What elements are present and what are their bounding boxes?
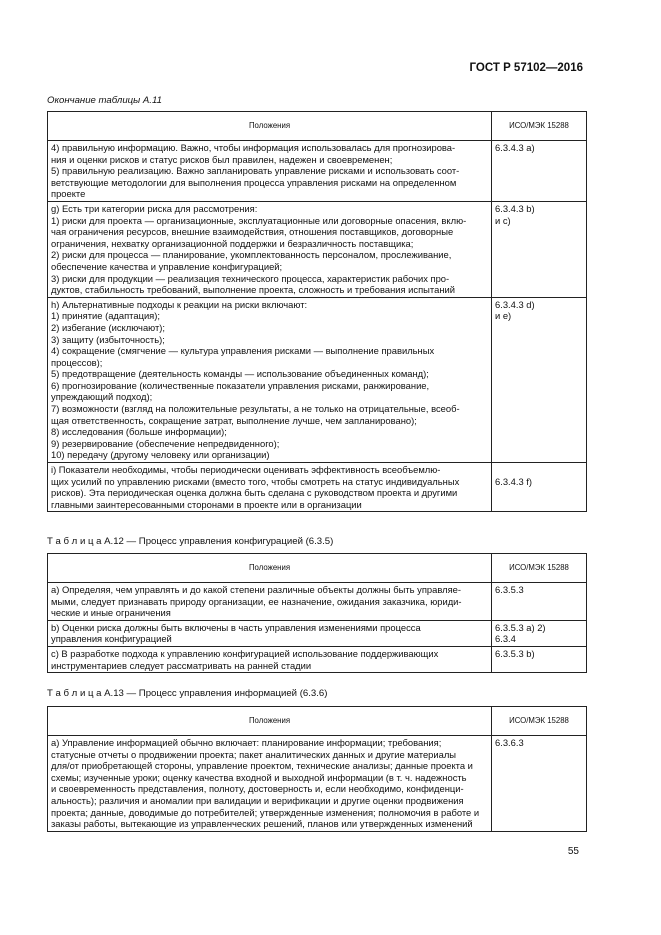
iso-reference: 6.3.5.3 a) 2) 6.3.4 <box>492 620 587 646</box>
column-header-provisions: Положения <box>48 112 492 141</box>
provision-text: 4) правильную информацию. Важно, чтобы информация использовалась для прогнозирова- ния и оценки рисков и статус рисков был правилен, надежен и своевременен; 5) правильную реализацию. Важно запланировать управление рисками и использовать соот- ветствующие методологии для выполнения процесса управления рисками на определенном проекте <box>48 141 492 202</box>
provision-text: a) Определяя, чем управлять и до какой степени различные объекты должны быть управляе- мыми, следует признавать природу организации, ее назначение, ожидания заказчика, юриди- ческие и иные ограничения <box>48 583 492 621</box>
provision-text: g) Есть три категории риска для рассмотрения: 1) риски для проекта — организационные, эксплуатационные или договорные опасения, вклю- чая ограничения ресурсов, внешние взаимодействия, отношения поставщиков, договорные ограничения, нехватку организационной поддержки и безразличность поставщика; 2) риски для процесса — планирование, укомплектованность персоналом, прослеживание, обеспечение качества и управление конфигурацией; 3) риски для продукции — реализация технического процесса, характеристик рабочих про- дуктов, стабильность требований, выполнение проекта, сложность и требования испытаний <box>48 201 492 297</box>
table-a13-caption: Т а б л и ц а А.13 — Процесс управления информацией (6.3.6) <box>47 688 328 699</box>
provision-text: c) В разработке подхода к управлению конфигурацией использование поддерживающих инструментариев следует рассматривать на ранней стадии <box>48 646 492 672</box>
table-header-row <box>48 112 587 141</box>
table-row <box>48 620 587 646</box>
table-header-row <box>48 554 587 583</box>
table-a11-caption: Окончание таблицы А.11 <box>47 95 162 106</box>
table-row <box>48 583 587 621</box>
iso-reference: 6.3.6.3 <box>492 736 587 832</box>
table-row <box>48 736 587 832</box>
column-header-provisions: Положения <box>48 707 492 736</box>
table-row <box>48 201 587 297</box>
column-header-iso: ИСО/МЭК 15288 <box>492 707 587 736</box>
provision-text: i) Показатели необходимы, чтобы периодически оценивать эффективность всеобъемлю- щих усилий по управлению рисками (вместо того, чтобы смотреть на статус индивидуальных рисков). Эта периодическая оценка должна быть сделана с руководством проекта и другими главными заинтересованными сторонами в проекте или в организации <box>48 463 492 512</box>
column-header-iso: ИСО/МЭК 15288 <box>492 112 587 141</box>
iso-reference: 6.3.4.3 f) <box>492 463 587 512</box>
table-a11 <box>47 111 587 512</box>
standard-header: ГОСТ Р 57102—2016 <box>469 62 583 74</box>
iso-reference: 6.3.5.3 <box>492 583 587 621</box>
iso-reference: 6.3.4.3 d) и e) <box>492 297 587 462</box>
column-header-iso: ИСО/МЭК 15288 <box>492 554 587 583</box>
table-a13 <box>47 706 587 832</box>
iso-reference: 6.3.5.3 b) <box>492 646 587 672</box>
provision-text: a) Управление информацией обычно включает: планирование информации; требования; статусные отчеты о продвижении проекта; пакет аналитических данных и другие материалы для/от приобретающей стороны, управление проектом, технические анализы; данные проекта и схемы; изученные уроки; оценку качества входной и выходной информации (в т. ч. надежность и своевременность представления, полноту, достоверность и, если необходимо, конфиденци- альность); различия и аномалии при валидации и верификации и другие оценки продвижения проекта; данные, доводимые до потребителей; утвержденные изменения; полномочия в работе и заказы работы, вытекающие из управленческих решений, планов или утвержденных изменений <box>48 736 492 832</box>
table-row <box>48 141 587 202</box>
provision-text: b) Оценки риска должны быть включены в часть управления изменениями процесса управления конфигурацией <box>48 620 492 646</box>
table-a12 <box>47 553 587 673</box>
provision-text: h) Альтернативные подходы к реакции на риски включают: 1) принятие (адаптация); 2) избегание (исключают); 3) защиту (избыточность); 4) сокращение (смягчение — культура управления рисками — выполнение правильных процессов); 5) предотвращение (деятельность команды — использование объединенных команд); 6) прогнозирование (количественные показатели управления рисками, ранжирование, упреждающий подход); 7) возможности (взгляд на положительные результаты, а не только на отрицательные, всеоб- щая ответственность, сокращение затрат, выполнение лучше, чем запланировано); 8) исследования (больше информации); 9) резервирование (обеспечение непредвиденного); 10) передачу (другому человеку или организации) <box>48 297 492 462</box>
table-header-row <box>48 707 587 736</box>
column-header-provisions: Положения <box>48 554 492 583</box>
iso-reference: 6.3.4.3 b) и c) <box>492 201 587 297</box>
table-row <box>48 463 587 512</box>
table-a12-caption: Т а б л и ц а А.12 — Процесс управления конфигурацией (6.3.5) <box>47 536 334 547</box>
table-row <box>48 297 587 462</box>
table-row <box>48 646 587 672</box>
iso-reference: 6.3.4.3 a) <box>492 141 587 202</box>
page-number: 55 <box>567 846 579 857</box>
